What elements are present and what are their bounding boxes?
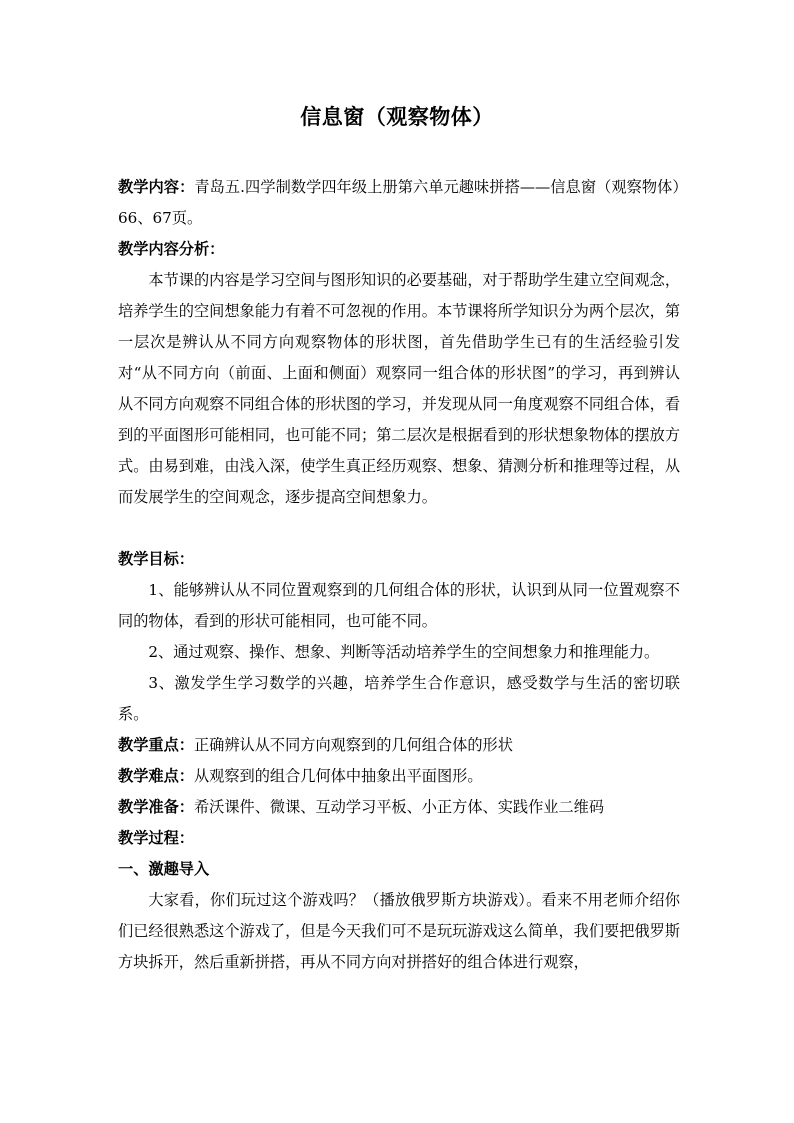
- objective-item-2: 2、通过观察、操作、想象、判断等活动培养学生的空间想象力和推理能力。: [148, 643, 660, 661]
- content-analysis-label: 教学内容分析：: [118, 240, 225, 258]
- key-points-paragraph: [118, 730, 680, 761]
- section-heading-intro: 一、激趣导入: [118, 860, 210, 878]
- objective-item-3: 3、激发学生学习数学的兴趣，培养学生合作意识，感受数学与生活的密切联系。: [118, 674, 680, 723]
- teaching-content-paragraph: [118, 172, 680, 234]
- content-analysis-text: 本节课的内容是学习空间与图形知识的必要基础，对于帮助学生建立空间观念，培养学生的空间想象能力有着不可忽视的作用。本节课将所学知识分为两个层次，第一层次是辨认从不同方向观察物体的形状图，首先借助学生已有的生活经验引发对“从不同方向（前面、上面和侧面）观察同一组合体的形状图”的学习，再到辨认从不同方向观察不同组合体的形状图的学习，并发现从同一角度观察不同组合体，看到的平面图形可能相同，也可能不同；第二层次是根据看到的形状想象物体的摆放方式。由易到难，由浅入深，使学生真正经历观察、想象、猜测分析和推理等过程，从而发展学生的空间观念，逐步提高空间想象力。: [118, 271, 680, 506]
- preparation-text: 希沃课件、微课、互动学习平板、小正方体、实践作业二维码: [193, 798, 604, 816]
- document-body: [118, 172, 680, 978]
- teaching-content-label: 教学内容：: [118, 178, 195, 196]
- key-points-text: 正确辨认从不同方向观察到的几何组合体的形状: [193, 736, 513, 754]
- document-title: 信息窗（观察物体）: [300, 104, 494, 129]
- preparation-label: 教学准备：: [118, 798, 194, 816]
- preparation-paragraph: [118, 792, 680, 823]
- section-intro-text: 大家看，你们玩过这个游戏吗？（播放俄罗斯方块游戏）。看来不用老师介绍你们已经很熟悉这个游戏了，但是今天我们可不是玩玩游戏这么简单，我们要把俄罗斯方块拆开，然后重新拼搭，再从不同方向对拼搭好的组合体进行观察，: [118, 891, 680, 971]
- difficulties-label: 教学难点：: [118, 767, 194, 785]
- difficulties-paragraph: [118, 761, 680, 792]
- objective-item-1: 1、能够辨认从不同位置观察到的几何组合体的形状，认识到从同一位置观察不同的物体，看到的形状可能相同，也可能不同。: [118, 581, 680, 630]
- teaching-content-text: 青岛五.四学制数学四年级上册第六单元趣味拼搭——信息窗（观察物体）66、67页。: [118, 178, 681, 227]
- spacer: [118, 513, 680, 544]
- difficulties-text: 从观察到的组合几何体中抽象出平面图形。: [193, 767, 483, 785]
- process-label: 教学过程：: [118, 829, 194, 847]
- objectives-label: 教学目标：: [118, 550, 194, 568]
- key-points-label: 教学重点：: [118, 736, 194, 754]
